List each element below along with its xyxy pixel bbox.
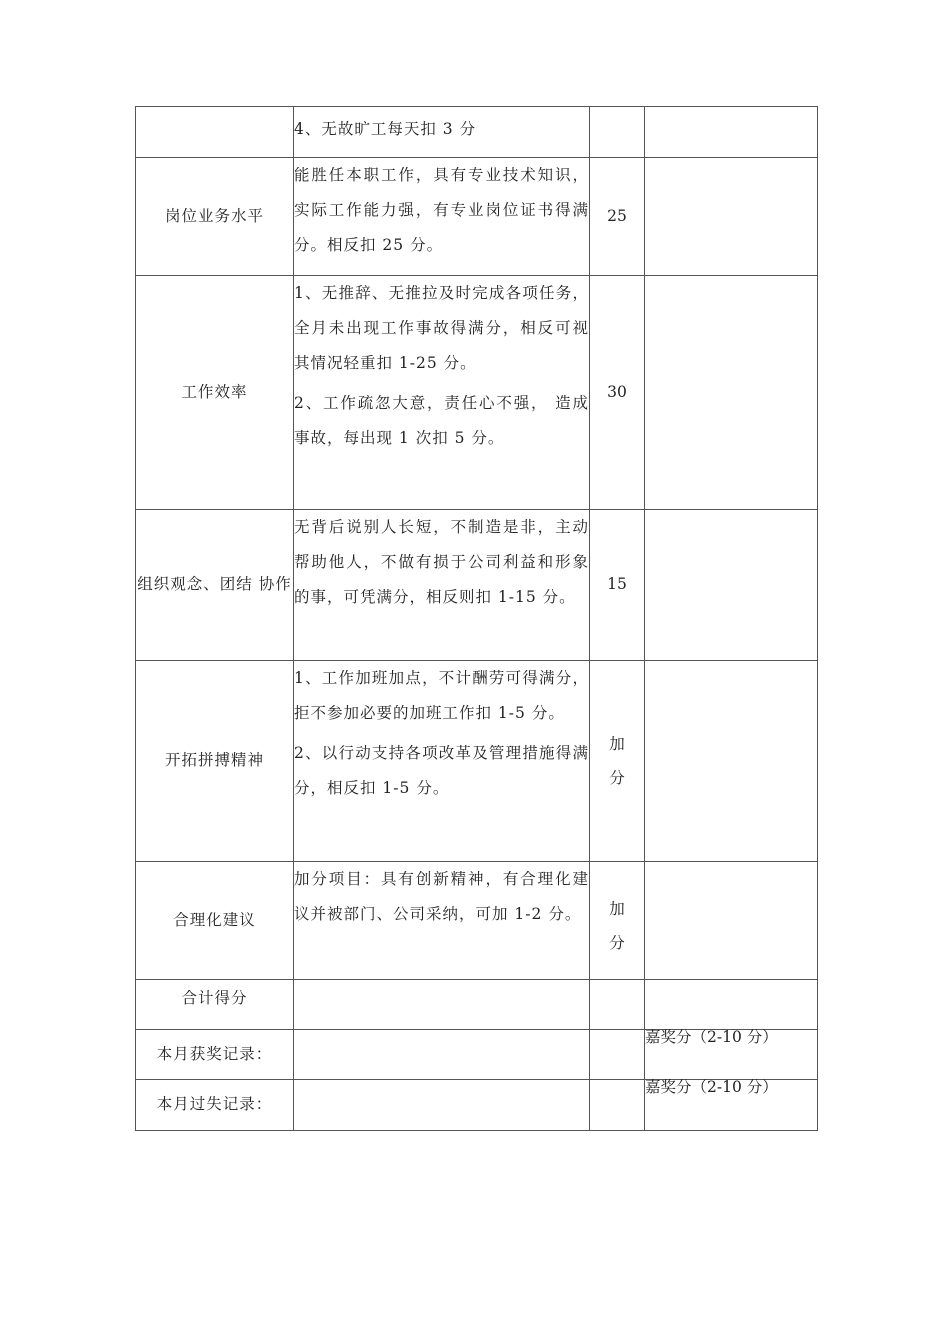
table-row [136, 276, 818, 510]
score-text: 加分 [609, 900, 625, 952]
criteria-text: 能胜任本职工作，具有专业技术知识，实际工作能力强，有专业岗位证书得满分。相反扣 25 分。 [294, 166, 589, 254]
category-cell: 开拓拼搏精神 [136, 661, 294, 862]
award-record-label: 本月获奖记录： [136, 1030, 294, 1080]
criteria-text: 2、工作疏忽大意，责任心不强， 造成事故，每出现 1 次扣 5 分。 [294, 394, 589, 447]
actual-score-cell [645, 510, 818, 661]
fault-bonus-note: 嘉奖分（2-10 分） [645, 1080, 818, 1131]
score-cell [590, 661, 645, 862]
criteria-cell [294, 862, 590, 980]
table-row [136, 862, 818, 980]
criteria-cell [294, 510, 590, 661]
criteria-text: 2、以行动支持各项改革及管理措施得满分，相反扣 1-5 分。 [294, 744, 589, 797]
criteria-text: 无背后说别人长短，不制造是非，主动帮助他人，不做有损于公司利益和形象的事，可凭满分，相反则扣 1-15 分。 [294, 518, 589, 606]
fault-record-row [136, 1080, 818, 1131]
score-cell [590, 107, 645, 158]
category-cell: 合理化建议 [136, 862, 294, 980]
actual-score-cell [645, 276, 818, 510]
fault-record-label: 本月过失记录： [136, 1080, 294, 1131]
award-record-row [136, 1030, 818, 1080]
score-cell [590, 862, 645, 980]
actual-score-cell [645, 661, 818, 862]
award-bonus-note: 嘉奖分（2-10 分） [645, 1030, 818, 1080]
total-actual-cell [645, 980, 818, 1030]
total-criteria-cell [294, 980, 590, 1030]
score-cell: 25 [590, 158, 645, 276]
total-label: 合计得分 [136, 980, 294, 1030]
category-cell [136, 107, 294, 158]
award-record-value [294, 1030, 590, 1080]
score-text: 加分 [609, 735, 625, 787]
category-cell: 组织观念、团结 协作 [136, 510, 294, 661]
total-score-cell [590, 980, 645, 1030]
score-cell: 15 [590, 510, 645, 661]
table-row [136, 158, 818, 276]
fault-record-value [294, 1080, 590, 1131]
category-cell: 岗位业务水平 [136, 158, 294, 276]
criteria-text: 4、无故旷工每天扣 3 分 [294, 120, 477, 138]
table-row [136, 107, 818, 158]
criteria-cell [294, 107, 590, 158]
table-row [136, 510, 818, 661]
criteria-cell [294, 276, 590, 510]
criteria-text: 1、无推辞、无推拉及时完成各项任务，全月未出现工作事故得满分，相反可视其情况轻重扣 1-25 分。 [294, 284, 589, 372]
evaluation-table [135, 106, 818, 1131]
criteria-text: 1、工作加班加点，不计酬劳可得满分，拒不参加必要的加班工作扣 1-5 分。 [294, 669, 589, 722]
table-row [136, 661, 818, 862]
actual-score-cell [645, 107, 818, 158]
criteria-cell [294, 661, 590, 862]
total-row [136, 980, 818, 1030]
fault-record-score [590, 1080, 645, 1131]
criteria-cell [294, 158, 590, 276]
category-cell: 工作效率 [136, 276, 294, 510]
actual-score-cell [645, 862, 818, 980]
actual-score-cell [645, 158, 818, 276]
award-record-score [590, 1030, 645, 1080]
score-cell: 30 [590, 276, 645, 510]
criteria-text: 加分项目：具有创新精神，有合理化建议并被部门、公司采纳，可加 1-2 分。 [294, 870, 589, 923]
